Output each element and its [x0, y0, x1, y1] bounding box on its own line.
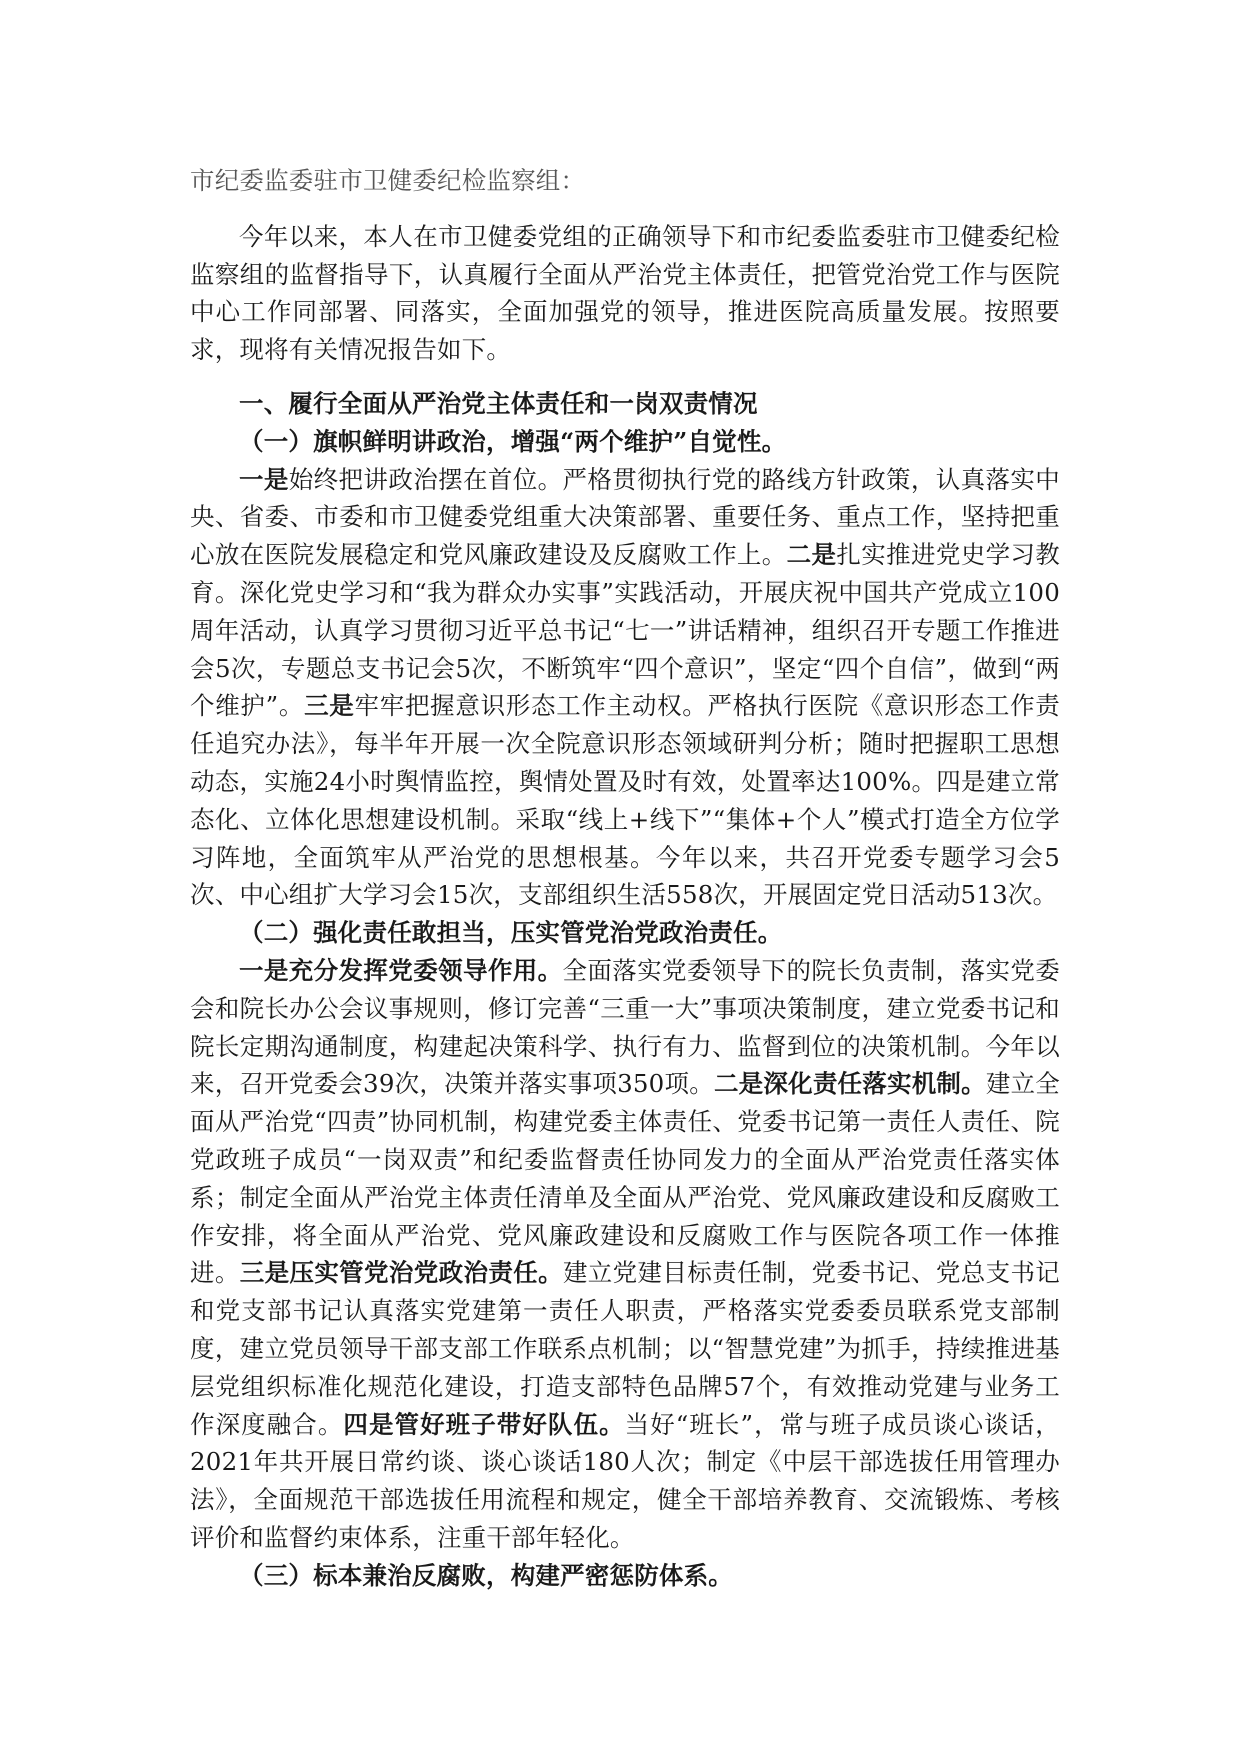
subsection-1-body	[190, 461, 1060, 915]
text-2-4: 当好“班长”，常与班子成员谈心谈话，2021年共开展日常约谈、谈心谈话180人次；制定《中层干部选拔任用管理办法》，全面规范干部选拔任用流程和规定，健全干部培养教育、交流锻炼、考核评价和监督约束体系，注重干部年轻化。	[190, 1409, 1061, 1552]
lead-1-3: 三是	[304, 691, 355, 721]
text-1-3: 牢牢把握意识形态工作主动权。严格执行医院《意识形态工作责任追究办法》，每半年开展一次全院意识形态领域研判分析；随时把握职工思想动态，实施24小时舆情监控，舆情处置及时有效，处置率达100%。四是建立常态化、立体化思想建设机制。采取“线上+线下”“集体+个人”模式打造全方位学习阵地，全面筑牢从严治党的思想根基。今年以来，共召开党委专题学习会5次、中心组扩大学习会15次，支部组织生活558次，开展固定党日活动513次。	[190, 691, 1060, 910]
text-1-2: 扎实推进党史学习教育。深化党史学习和“我为群众办实事”实践活动，开展庆祝中国共产党成立100周年活动，认真学习贯彻习近平总书记“七一”讲话精神，组织召开专题工作推进会5次，专题总支书记会5次，不断筑牢“四个意识”，坚定“四个自信”，做到“两个维护”。	[190, 540, 1060, 721]
lead-1-1: 一是	[239, 464, 289, 494]
subsection-2-body	[190, 952, 1060, 1557]
subsection-2-title: （二）强化责任敢担当，压实管党治党政治责任。	[239, 918, 783, 948]
intro-paragraph: 今年以来，本人在市卫健委党组的正确领导下和市纪委监委驻市卫健委纪检监察组的监督指导下，认真履行全面从严治党主体责任，把管党治党工作与医院中心工作同部署、同落实，全面加强党的领导，推进医院高质量发展。按照要求，现将有关情况报告如下。	[190, 221, 1060, 365]
lead-2-4: 四是管好班子带好队伍。	[343, 1409, 625, 1439]
subsection-3-title: （三）标本兼治反腐败，构建严密惩防体系。	[239, 1560, 733, 1590]
lead-2-1: 一是充分发挥党委领导作用。	[239, 955, 563, 985]
text-2-2: 建立全面从严治党“四责”协同机制，构建党委主体责任、党委书记第一责任人责任、院党政班子成员“一岗双责”和纪委监督责任协同发力的全面从严治党责任落实体系；制定全面从严治党主体责任清单及全面从严治党、党风廉政建设和反腐败工作安排，将全面从严治党、党风廉政建设和反腐败工作与医院各项工作一体推进。	[190, 1069, 1060, 1288]
text-2-1: 全面落实党委领导下的院长负责制，落实党委会和院长办公会议事规则，修订完善“三重一大”事项决策制度，建立党委书记和院长定期沟通制度，构建起决策科学、执行有力、监督到位的决策机制。今年以来，召开党委会39次，决策并落实事项350项。	[190, 955, 1060, 1099]
salutation: 市纪委监委驻市卫健委纪检监察组：	[190, 166, 586, 195]
section-heading: 一、履行全面从严治党主体责任和一岗双责情况	[239, 388, 758, 418]
lead-1-2: 二是	[786, 540, 837, 570]
lead-2-2: 二是深化责任落实机制。	[713, 1069, 986, 1099]
lead-2-3: 三是压实管党治党政治责任。	[239, 1258, 563, 1288]
text-1-1: 始终把讲政治摆在首位。严格贯彻执行党的路线方针政策，认真落实中央、省委、市委和市卫健委党组重大决策部署、重要任务、重点工作，坚持把重心放在医院发展稳定和党风廉政建设及反腐败工作上。	[190, 464, 1061, 570]
text-2-3: 建立党建目标责任制，党委书记、党总支书记和党支部书记认真落实党建第一责任人职责，严格落实党委委员联系党支部制度，建立党员领导干部支部工作联系点机制；以“智慧党建”为抓手，持续推进基层党组织标准化规范化建设，打造支部特色品牌57个，有效推动党建与业务工作深度融合。	[190, 1258, 1061, 1439]
subsection-1-title: （一）旗帜鲜明讲政治，增强“两个维护”自觉性。	[239, 426, 787, 456]
document-page	[190, 150, 1060, 1594]
